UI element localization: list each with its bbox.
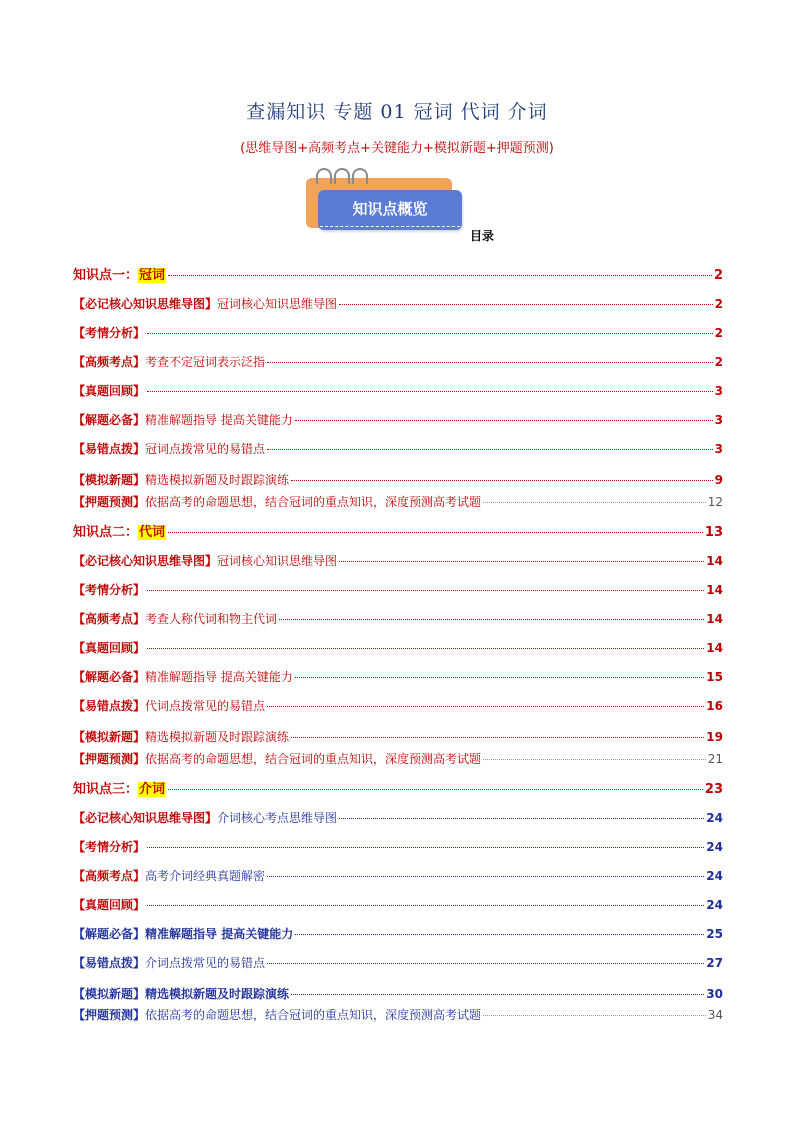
toc-leader (295, 420, 713, 421)
toc-leader (147, 333, 713, 334)
toc-entry[interactable] (73, 809, 723, 826)
overview-badge (306, 168, 466, 238)
toc-leader (168, 789, 703, 790)
toc-entry-label: 【解题必备】精准解题指导 提高关键能力 (73, 670, 293, 684)
toc-entry-label: 【模拟新题】精选模拟新题及时跟踪演练 (73, 473, 290, 487)
toc-entry-label: 知识点一：冠词 (73, 268, 166, 283)
toc-leader (339, 818, 704, 819)
toc-page-number: 2 (714, 297, 723, 311)
toc-page-number: 21 (707, 752, 723, 766)
toc-page-number: 16 (706, 699, 723, 713)
toc-entry-label: 【易错点拨】冠词点拨常见的易错点 (73, 442, 266, 456)
toc-entry[interactable] (73, 838, 723, 855)
toc-entry[interactable] (73, 1006, 723, 1023)
toc-leader (267, 706, 704, 707)
toc-leader (147, 847, 704, 848)
toc-entry[interactable] (73, 750, 723, 767)
toc-entry[interactable] (73, 896, 723, 913)
toc-entry-label: 【押题预测】依据高考的命题思想，结合冠词的重点知识，深度预测高考试题 (73, 495, 482, 509)
toc-leader (267, 449, 713, 450)
binder-rings-icon (316, 168, 376, 188)
toc-page-number: 2 (714, 355, 723, 369)
toc-entry-label: 【押题预测】依据高考的命题思想，结合冠词的重点知识，深度预测高考试题 (73, 1008, 482, 1022)
toc-page-number: 14 (706, 612, 723, 626)
toc-leader (267, 963, 704, 964)
toc-page-number: 14 (706, 583, 723, 597)
toc-leader (291, 737, 704, 738)
toc-entry-label: 【真题回顾】 (73, 384, 146, 398)
toc-entry[interactable] (73, 668, 723, 685)
toc-entry[interactable] (73, 264, 723, 283)
toc-entry-label: 【易错点拨】介词点拨常见的易错点 (73, 956, 266, 970)
toc-leader (339, 561, 704, 562)
badge-label: 知识点概览 (318, 190, 462, 230)
toc-entry-label: 【考情分析】 (73, 583, 146, 597)
toc-leader (291, 480, 713, 481)
toc-page-number: 25 (706, 927, 723, 941)
toc-page-number: 24 (706, 898, 723, 912)
toc-entry[interactable] (73, 382, 723, 399)
toc-leader (483, 502, 706, 503)
toc-page-number: 3 (714, 442, 723, 456)
toc-leader (279, 619, 704, 620)
toc-entry-label: 【必记核心知识思维导图】冠词核心知识思维导图 (73, 554, 338, 568)
toc-entry-label: 【高频考点】考查不定冠词表示泛指 (73, 355, 266, 369)
toc-entry[interactable] (73, 697, 723, 714)
toc-page-number: 30 (706, 987, 723, 1001)
toc-leader (267, 876, 704, 877)
toc-highlight: 冠词 (139, 268, 166, 283)
toc-page-number: 3 (714, 413, 723, 427)
toc-entry[interactable] (73, 954, 723, 971)
toc-page-number: 15 (706, 670, 723, 684)
toc-page-number: 23 (704, 782, 723, 797)
toc-entry[interactable] (73, 728, 723, 745)
toc-page-number: 19 (706, 730, 723, 744)
toc-leader (147, 648, 704, 649)
toc-page-number: 13 (704, 525, 723, 540)
toc-leader (295, 677, 704, 678)
toc-entry[interactable] (73, 493, 723, 510)
toc-label: 目录 (470, 229, 495, 243)
toc-entry-label: 【必记核心知识思维导图】介词核心考点思维导图 (73, 811, 338, 825)
toc-entry-label: 【押题预测】依据高考的命题思想，结合冠词的重点知识，深度预测高考试题 (73, 752, 482, 766)
toc-leader (147, 590, 704, 591)
toc-leader (147, 905, 704, 906)
toc-entry[interactable] (73, 471, 723, 488)
toc-leader (168, 532, 703, 533)
toc-page-number: 12 (707, 495, 723, 509)
toc-entry[interactable] (73, 295, 723, 312)
toc-entry-label: 知识点二：代词 (73, 525, 166, 540)
toc-entry-label: 【解题必备】精准解题指导 提高关键能力 (73, 927, 294, 941)
badge-dashed-line (320, 226, 460, 227)
page-subtitle: (思维导图+高频考点+关键能力+模拟新题+押题预测) (240, 141, 554, 156)
toc-leader (483, 759, 706, 760)
toc-leader (291, 994, 704, 995)
toc-page-number: 2 (713, 268, 723, 283)
toc-highlight: 代词 (139, 525, 166, 540)
toc-entry[interactable] (73, 353, 723, 370)
toc-entry[interactable] (73, 778, 723, 797)
toc-highlight: 介词 (139, 782, 166, 797)
toc-leader (267, 362, 713, 363)
toc-page-number: 24 (706, 811, 723, 825)
toc-entry-label: 【高频考点】高考介词经典真题解密 (73, 869, 266, 883)
toc-entry-label: 【模拟新题】精选模拟新题及时跟踪演练 (73, 987, 290, 1001)
page-title: 查漏知识 专题 01 冠词 代词 介词 (246, 101, 548, 123)
toc-entry-label: 【易错点拨】代词点拨常见的易错点 (73, 699, 266, 713)
toc-leader (147, 391, 713, 392)
toc-entry[interactable] (73, 581, 723, 598)
toc-leader (295, 934, 704, 935)
toc-page-number: 27 (706, 956, 723, 970)
toc-page-number: 14 (706, 641, 723, 655)
toc-page-number: 24 (706, 869, 723, 883)
toc-entry-label: 【考情分析】 (73, 840, 146, 854)
toc-entry[interactable] (73, 925, 723, 942)
toc-entry-label: 【考情分析】 (73, 326, 146, 340)
toc-entry[interactable] (73, 867, 723, 884)
toc-entry[interactable] (73, 521, 723, 540)
toc-entry[interactable] (73, 985, 723, 1002)
toc-entry[interactable] (73, 411, 723, 428)
toc-page-number: 3 (714, 384, 723, 398)
toc-entry[interactable] (73, 324, 723, 341)
toc-entry[interactable] (73, 610, 723, 627)
toc-entry-label: 【高频考点】考查人称代词和物主代词 (73, 612, 278, 626)
toc-entry-label: 【必记核心知识思维导图】冠词核心知识思维导图 (73, 297, 338, 311)
toc-entry[interactable] (73, 552, 723, 569)
toc-page-number: 34 (707, 1008, 723, 1022)
toc-page-number: 14 (706, 554, 723, 568)
toc-page-number: 9 (714, 473, 723, 487)
toc-page-number: 24 (706, 840, 723, 854)
toc-leader (483, 1015, 706, 1016)
toc-entry[interactable] (73, 440, 723, 457)
toc-entry-label: 【真题回顾】 (73, 641, 146, 655)
toc-entry-label: 知识点三：介词 (73, 782, 166, 797)
toc-entry-label: 【真题回顾】 (73, 898, 146, 912)
toc-entry-label: 【解题必备】精准解题指导 提高关键能力 (73, 413, 293, 427)
toc-leader (168, 275, 712, 276)
toc-page-number: 2 (714, 326, 723, 340)
toc-entry-label: 【模拟新题】精选模拟新题及时跟踪演练 (73, 730, 290, 744)
toc-entry[interactable] (73, 639, 723, 656)
toc-leader (339, 304, 713, 305)
